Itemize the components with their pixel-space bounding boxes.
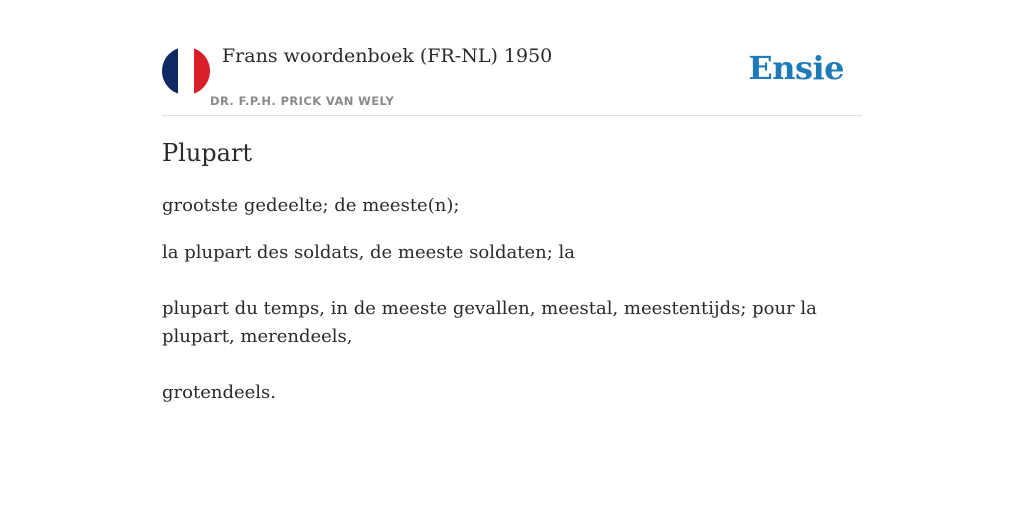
entry-paragraph: grootste gedeelte; de meeste(n); [162, 195, 460, 216]
ensie-logo[interactable]: Ensie [748, 49, 844, 87]
flag-stripe-blue [162, 47, 178, 95]
flag-stripe-white [178, 47, 194, 95]
dictionary-header [162, 0, 862, 116]
entry-paragraph: plupart du temps, in de meeste gevallen, meestal, meestentijds; pour la plupart, merendeels, [162, 298, 817, 347]
dictionary-title[interactable]: Frans woordenboek (FR-NL) 1950 [222, 45, 553, 67]
entry-paragraph: grotendeels. [162, 382, 276, 403]
france-flag-icon [162, 47, 210, 95]
entry-headword: Plupart [162, 139, 253, 167]
entry-paragraph: la plupart des soldats, de meeste soldaten; la [162, 242, 575, 263]
flag-stripe-red [194, 47, 210, 95]
dictionary-author: DR. F.P.H. PRICK VAN WELY [210, 94, 395, 108]
page-content [162, 0, 862, 512]
